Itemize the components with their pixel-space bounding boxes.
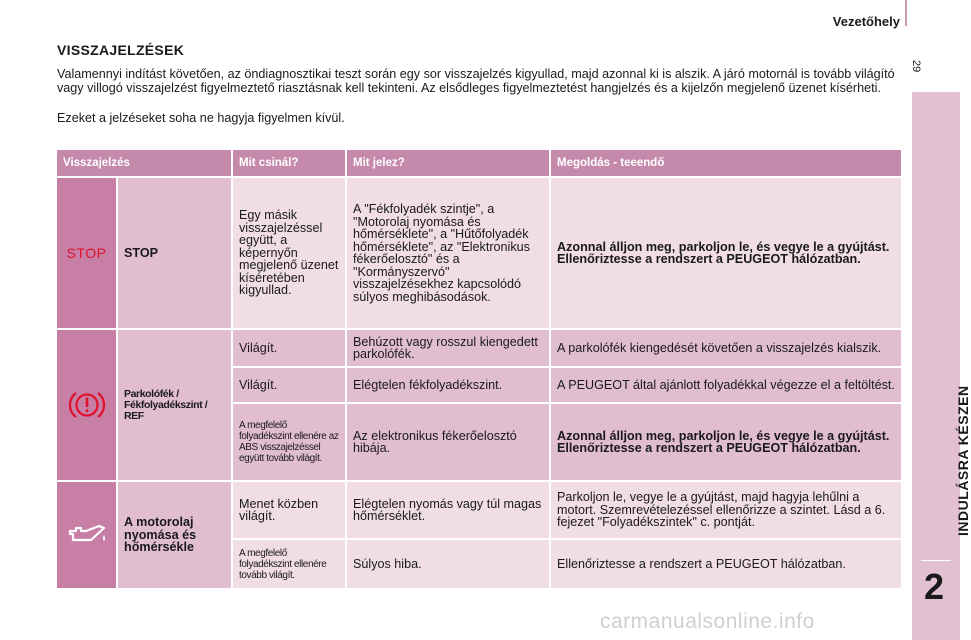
brake-row2-action: A PEUGEOT által ajánlott folyadékkal végezze el a feltöltést.	[551, 368, 903, 404]
chapter-side-tab	[912, 92, 960, 640]
header-cell-what-means: Mit jelez?	[347, 150, 551, 178]
brake-row1-action: A parkolófék kiengedését követően a visszajelzés kialszik.	[551, 330, 903, 368]
stop-does-cell: Egy másik visszajelzéssel együtt, a képernyőn megjelenő üzenet kíséretében kigyullad.	[233, 178, 347, 330]
brake-warning-icon	[67, 388, 107, 422]
intro-paragraph: Valamennyi indítást követően, az öndiagnosztikai teszt során egy sor visszajelzés kigyullad, majd azonnal ki is alszik. A járó motornál is tovább világító vagy villogó visszajelzést figyelmeztető riasztásnak kell tekinteni. Az elsődleges figyelmeztetést hangjelzés és a kijelzőn megjelenő üzenet kísérheti.	[57, 67, 895, 95]
stop-icon: STOP	[66, 244, 107, 261]
oil-row2-does: A megfelelő folyadékszint ellenére tovább világít.	[233, 540, 347, 590]
chapter-tab-label: INDULÁSRA KÉSZEN	[955, 385, 971, 536]
header-title: Vezetőhely	[832, 14, 900, 29]
brake-row2-does: Világít.	[233, 368, 347, 404]
brake-name-cell: Parkolófék / Fékfolyadékszint / REF	[118, 330, 233, 482]
oil-row1-action: Parkoljon le, vegye le a gyújtást, majd hagyja lehűlni a motort. Szemrevételezéssel ellenőrizze a szintet. Lásd a 6. fejezet "Folyadékszintek" c. pontját.	[551, 482, 903, 540]
stop-action-cell: Azonnal álljon meg, parkoljon le, és vegye le a gyújtást. Ellenőriztesse a rendszert a PEUGEOT hálózatban.	[551, 178, 903, 330]
oil-row1-does: Menet közben világít.	[233, 482, 347, 540]
brake-row2-means: Elégtelen fékfolyadékszint.	[347, 368, 551, 404]
oil-can-icon	[66, 523, 108, 547]
brake-row1-means: Behúzott vagy rosszul kiengedett parkolófék.	[347, 330, 551, 368]
watermark: carmanualsonline.info	[600, 610, 815, 633]
header-cell-what-does: Mit csinál?	[233, 150, 347, 178]
stop-means-cell: A "Fékfolyadék szintje", a "Motorolaj nyomása és hőmérséklete", a "Hűtőfolyadék hőmérséklete", az "Elektronikus fékerőelosztó" és a "Kormányszervó" visszajelzésekhez kapcsolódó súlyos meghibásodások.	[347, 178, 551, 330]
oil-name-cell: A motorolaj nyomása és hőmérsékle	[118, 482, 233, 590]
brake-icon-cell	[57, 330, 118, 482]
header-divider	[905, 0, 907, 26]
stop-icon-cell	[57, 178, 118, 330]
oil-row1-means: Elégtelen nyomás vagy túl magas hőmérséklet.	[347, 482, 551, 540]
chapter-tab-divider	[921, 560, 951, 561]
brake-row3-action: Azonnal álljon meg, parkoljon le, és vegye le a gyújtást. Ellenőriztesse a rendszert a PEUGEOT hálózatban.	[551, 404, 903, 482]
section-title: VISSZAJELZÉSEK	[57, 42, 185, 58]
oil-icon-cell	[57, 482, 118, 590]
stop-name-cell: STOP	[118, 178, 233, 330]
header-cell-indicator: Visszajelzés	[57, 150, 233, 178]
page-number: 29	[910, 60, 922, 73]
warning-note: Ezeket a jelzéseket soha ne hagyja figyelmen kívül.	[57, 111, 345, 125]
oil-row2-means: Súlyos hiba.	[347, 540, 551, 590]
brake-row3-means: Az elektronikus fékerőelosztó hibája.	[347, 404, 551, 482]
brake-row1-does: Világít.	[233, 330, 347, 368]
oil-row2-action: Ellenőriztesse a rendszert a PEUGEOT hálózatban.	[551, 540, 903, 590]
header-cell-action: Megoldás - teeendő	[551, 150, 903, 178]
brake-row3-does: A megfelelő folyadékszint ellenére az ABS visszajelzéssel együtt tovább világít.	[233, 404, 347, 482]
chapter-number: 2	[924, 566, 945, 607]
